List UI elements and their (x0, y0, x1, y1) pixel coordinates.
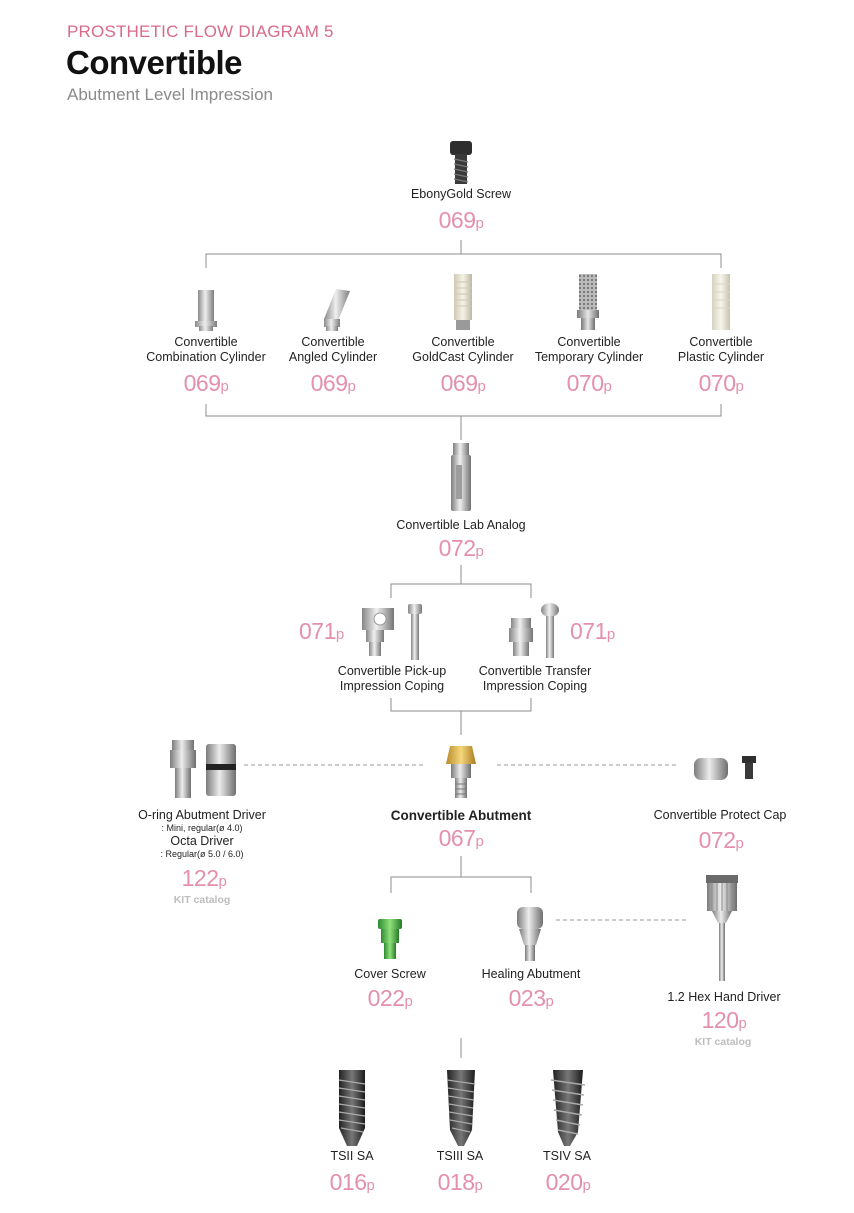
healing-abutment-page[interactable]: 023p (508, 985, 554, 1011)
plastic-cylinder-image (708, 274, 734, 332)
protect-cap-label: Convertible Protect Cap (653, 808, 787, 822)
convertible-abutment-label: Convertible Abutment (390, 808, 532, 823)
cylinder-page[interactable]: 070p (698, 370, 744, 396)
cylinder-label: Convertible GoldCast Cylinder (412, 335, 514, 364)
pickup-coping-label: Convertible Pick-up Impression Coping (337, 664, 447, 693)
cover-screw-label: Cover Screw (354, 967, 426, 981)
diagram-kicker: PROSTHETIC FLOW DIAGRAM 5 (67, 22, 334, 41)
cylinder-label: Convertible Combination Cylinder (146, 335, 266, 364)
lab-analog-page[interactable]: 072p (438, 535, 484, 561)
transfer-coping-label: Convertible Transfer Impression Coping (478, 664, 592, 693)
convertible-abutment-image (444, 742, 478, 800)
implant-page[interactable]: 016p (329, 1169, 375, 1195)
hex-hand-driver-label: 1.2 Hex Hand Driver (667, 990, 781, 1004)
healing-abutment-label: Healing Abutment (481, 967, 581, 981)
implant-label: TSII SA (330, 1149, 374, 1163)
page-title: Convertible (66, 44, 243, 81)
cover-screw-image (375, 917, 405, 961)
cylinder-page[interactable]: 069p (310, 370, 356, 396)
tsiii-implant-image (444, 1068, 478, 1148)
cover-screw-page[interactable]: 022p (367, 985, 413, 1011)
cylinder-label: Convertible Plastic Cylinder (677, 335, 765, 364)
lab-analog-image (447, 443, 475, 513)
hex-hand-driver-page[interactable]: 120p (701, 1007, 747, 1033)
cylinder-page[interactable]: 069p (440, 370, 486, 396)
cylinder-label: Convertible Angled Cylinder (288, 335, 378, 364)
page-subtitle: Abutment Level Impression (67, 85, 273, 104)
drivers-page[interactable]: 122p (181, 865, 227, 891)
transfer-coping-image (505, 602, 563, 660)
hex-hand-driver-image (704, 873, 740, 985)
hex-driver-kit-note: KIT catalog (694, 1036, 752, 1048)
implant-label: TSIV SA (543, 1149, 591, 1163)
angled-cylinder-image (314, 287, 354, 333)
implant-label: TSIII SA (436, 1149, 484, 1163)
combination-cylinder-image (191, 288, 221, 332)
ebonygold-screw-page[interactable]: 069p (438, 207, 484, 233)
ebonygold-screw-image (446, 141, 476, 185)
tsiv-implant-image (550, 1068, 586, 1148)
temporary-cylinder-image (574, 274, 602, 332)
healing-abutment-image (514, 905, 546, 963)
lab-analog-label: Convertible Lab Analog (396, 518, 526, 532)
protect-cap-page[interactable]: 072p (698, 827, 744, 853)
transfer-coping-page[interactable]: 071p (570, 618, 615, 644)
pickup-coping-image (356, 604, 432, 662)
ebonygold-screw-label: EbonyGold Screw (410, 187, 512, 201)
goldcast-cylinder-image (450, 274, 476, 332)
cylinder-page[interactable]: 069p (183, 370, 229, 396)
driver-image (166, 740, 242, 800)
cylinder-page[interactable]: 070p (566, 370, 612, 396)
protect-cap-image (692, 754, 762, 784)
drivers-kit-note: KIT catalog (173, 894, 231, 906)
cylinder-label: Convertible Temporary Cylinder (534, 335, 644, 364)
tsii-implant-image (335, 1068, 369, 1148)
drivers-label: O-ring Abutment Driver : Mini, regular(ø 4.0) Octa Driver : Regular(ø 5.0 / 6.0) (138, 808, 266, 859)
implant-page[interactable]: 020p (545, 1169, 591, 1195)
convertible-abutment-page[interactable]: 067p (438, 825, 484, 851)
pickup-coping-page[interactable]: 071p (299, 618, 344, 644)
implant-page[interactable]: 018p (437, 1169, 483, 1195)
